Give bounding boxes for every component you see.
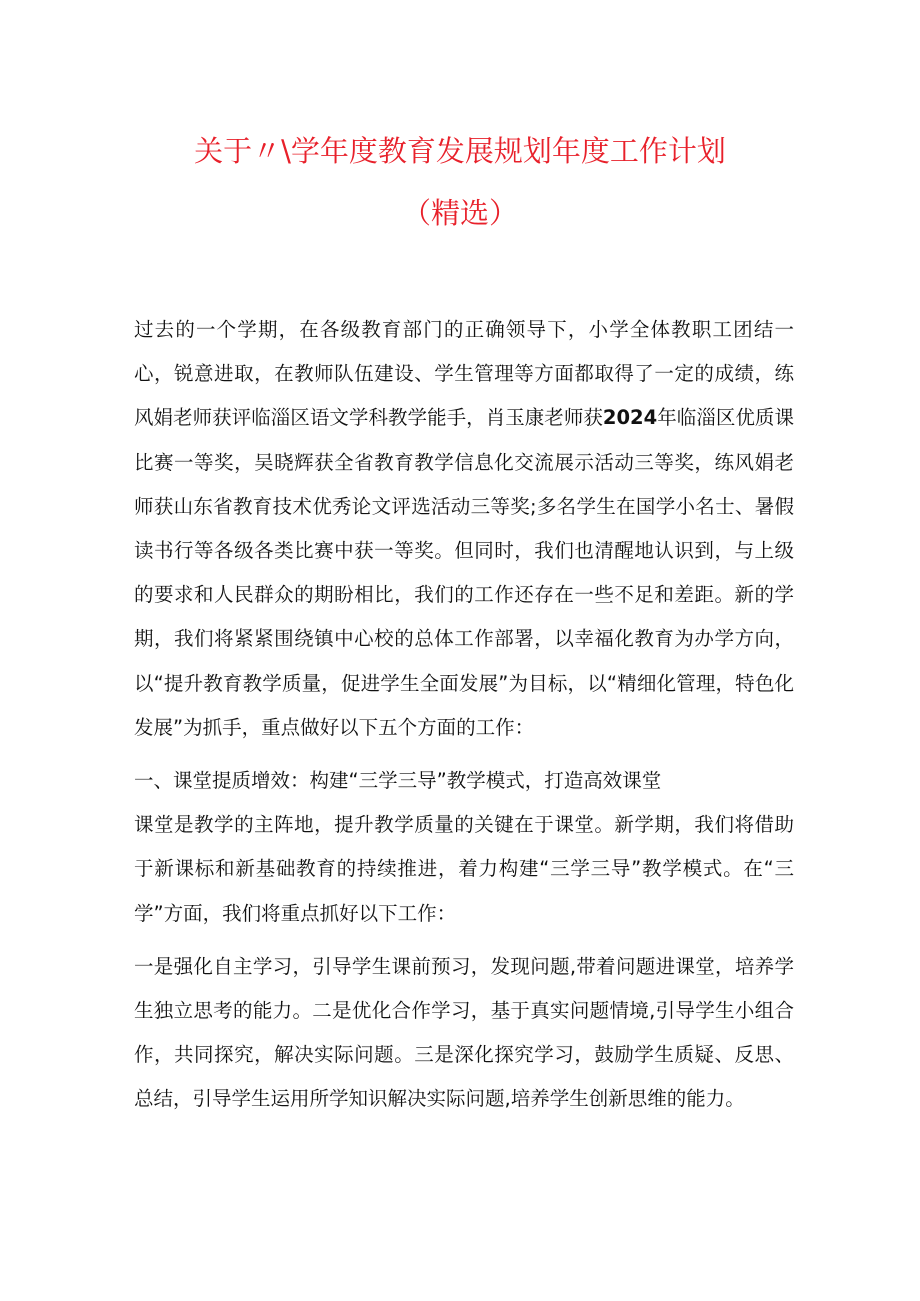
intro-text-part1: 过去的一个学期，在各级教育部门的正确领导下，小学全体教职工团结一心，锐意进取，在教师队伍建设、学生管理等方面都取得了一定的成绩，练风娟老师获评临淄区语文学科教学能手，肖玉康老师获 bbox=[134, 318, 794, 430]
section-1-heading: 一、课堂提质增效：构建“三学三导”教学模式，打造高效课堂 bbox=[134, 769, 662, 793]
document-subtitle: （精选） bbox=[401, 196, 518, 230]
intro-text-part2: 年临淄区优质课比赛一等奖，吴晓辉获全省教育教学信息化交流展示活动三等奖，练风娟老师获山东省教育技术优秀论文评选活动三等奖;多名学生在国学小名士、暑假读书行等各级各类比赛中获一等奖。但同时，我们也清醒地认识到，与上级的要求和人民群众的期盼相比，我们的工作还存在一些不足和差距。新的学期，我们将紧紧围绕镇中心校的总体工作部署，以幸福化教育为办学方向，以“提升教育教学质量，促进学生全面发展”为目标，以“精细化管理，特色化发展”为抓手，重点做好以下五个方面的工作： bbox=[134, 406, 794, 739]
intro-paragraph bbox=[134, 308, 794, 750]
document-body bbox=[134, 308, 794, 1122]
intro-year: 2024 bbox=[602, 406, 658, 430]
title-block bbox=[0, 120, 920, 244]
section-1-paragraph-2: 一是强化自主学习，引导学生课前预习，发现问题,带着问题进课堂，培养学生独立思考的能力。二是优化合作学习，基于真实问题情境,引导学生小组合作，共同探究，解决实际问题。三是深化探究学习，鼓励学生质疑、反思、总结，引导学生运用所学知识解决实际问题,培养学生创新思维的能力。 bbox=[134, 954, 794, 1111]
section-1-paragraph-1: 课堂是教学的主阵地，提升教学质量的关键在于课堂。新学期，我们将借助于新课标和新基础教育的持续推进，着力构建“三学三导”教学模式。在“三学”方面，我们将重点抓好以下工作： bbox=[134, 813, 794, 925]
document-title: 关于〃\学年度教育发展规划年度工作计划 bbox=[194, 134, 726, 168]
